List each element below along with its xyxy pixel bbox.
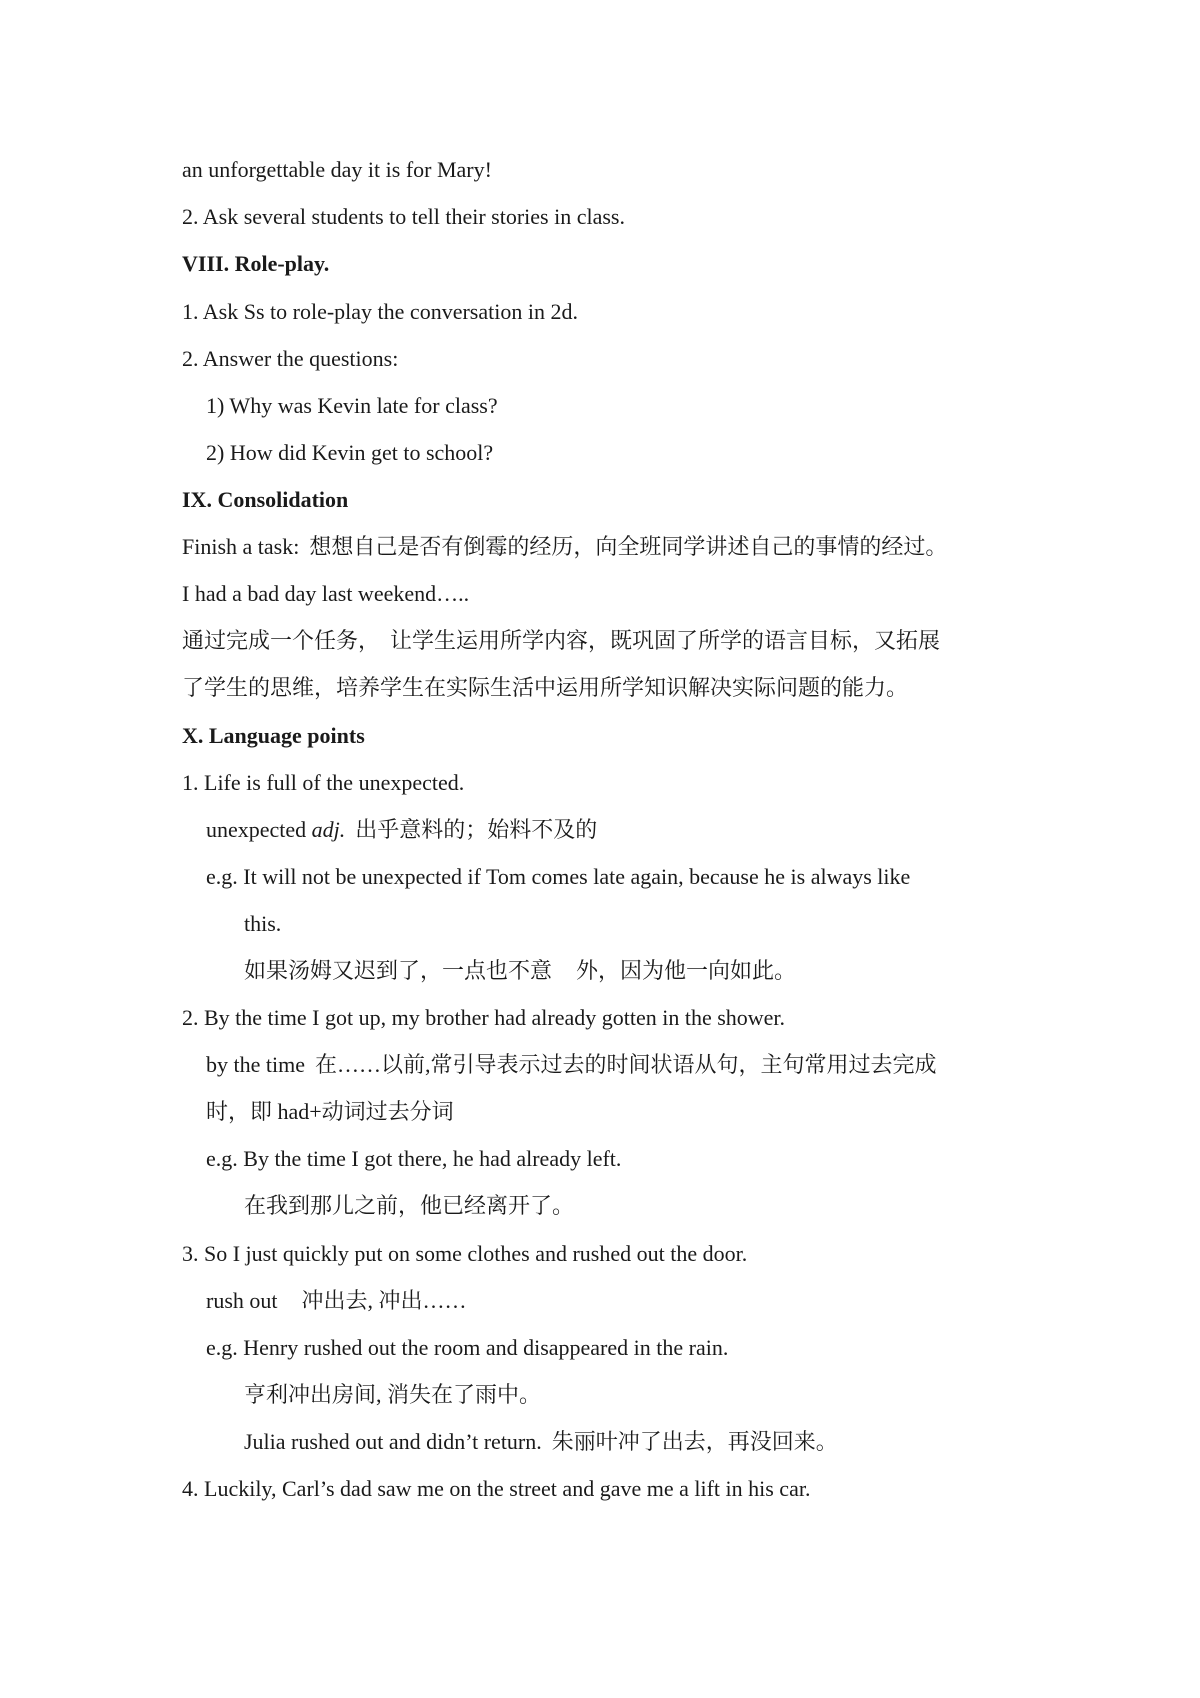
text-segment: by the time [206, 1052, 305, 1077]
text-segment: rush out [206, 1288, 278, 1313]
text-segment: Finish a task: [182, 534, 300, 559]
text-segment: 通过完成一个任务， [182, 628, 381, 653]
text-segment: adj. [311, 817, 346, 842]
text-line [206, 815, 597, 845]
text-segment: 让学生运用所学内容，既巩固了所学的语言目标，又拓展 [390, 628, 941, 653]
text-line: 1. Ask Ss to role-play the conversation in 2d. [182, 299, 578, 324]
text-line: 1. Life is full of the unexpected. [182, 770, 465, 795]
section-heading: IX. Consolidation [182, 487, 349, 512]
text-line [206, 1050, 937, 1080]
section-heading: X. Language points [182, 723, 365, 748]
text-segment: Julia rushed out and didn’t return. [244, 1429, 542, 1454]
text-line [206, 1286, 467, 1316]
text-segment: 朱丽叶冲了出去，再没回来。 [551, 1429, 838, 1454]
text-segment: 出乎意料的；始料不及的 [355, 817, 598, 842]
text-line: 时，即 had+动词过去分词 [206, 1099, 454, 1124]
example-line: e.g. It will not be unexpected if Tom comes late again, because he is always like [206, 864, 911, 889]
translation-line [244, 956, 796, 986]
question-item: 1) Why was Kevin late for class? [206, 393, 498, 418]
text-segment: unexpected [206, 817, 307, 842]
translation-line: 亨利冲出房间, 消失在了雨中。 [244, 1382, 542, 1407]
text-line: 2. Answer the questions: [182, 346, 399, 371]
text-segment: 想想自己是否有倒霉的经历，向全班同学讲述自己的事情的经过。 [309, 534, 948, 559]
text-line [182, 626, 940, 656]
text-segment: 在……以前,常引导表示过去的时间状语从句，主句常用过去完成 [314, 1052, 937, 1077]
text-line: 了学生的思维，培养学生在实际生活中运用所学知识解决实际问题的能力。 [182, 675, 909, 700]
text-line: an unforgettable day it is for Mary! [182, 157, 492, 182]
text-line: I had a bad day last weekend….. [182, 581, 470, 606]
text-line [182, 532, 947, 562]
text-segment: 冲出去, 冲出…… [301, 1288, 467, 1313]
section-heading: VIII. Role-play. [182, 251, 330, 276]
translation-line: 在我到那儿之前，他已经离开了。 [244, 1193, 575, 1218]
text-line: 2. By the time I got up, my brother had already gotten in the shower. [182, 1005, 786, 1030]
text-line: 3. So I just quickly put on some clothes and rushed out the door. [182, 1241, 748, 1266]
text-segment: 外，因为他一向如此。 [576, 958, 797, 983]
text-segment: 如果汤姆又迟到了，一点也不意 [244, 958, 553, 983]
example-line [244, 1427, 838, 1457]
question-item: 2) How did Kevin get to school? [206, 440, 494, 465]
text-line: 4. Luckily, Carl’s dad saw me on the street and gave me a lift in his car. [182, 1476, 811, 1501]
example-line: e.g. By the time I got there, he had already left. [206, 1146, 622, 1171]
example-line: e.g. Henry rushed out the room and disappeared in the rain. [206, 1335, 729, 1360]
text-line: 2. Ask several students to tell their stories in class. [182, 204, 625, 229]
example-line: this. [244, 911, 282, 936]
